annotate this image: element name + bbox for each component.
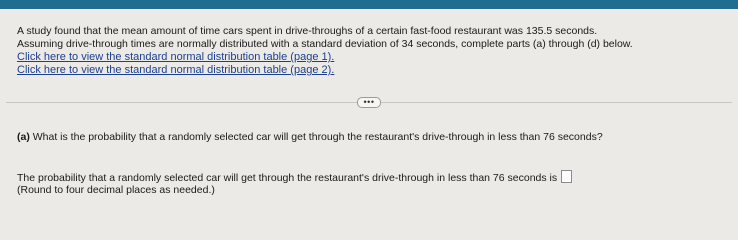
answer-input[interactable]: [561, 170, 572, 183]
answer-prefix: The probability that a randomly selected car will get through the restaurant's drive-through in less than 76 seconds is: [17, 172, 558, 184]
problem-line-2: Assuming drive-through times are normally distributed with a standard deviation of 34 seconds, complete parts (a) through (d) below.: [17, 38, 633, 50]
normal-table-page1-link[interactable]: Click here to view the standard normal distribution table (page 1).: [17, 51, 335, 63]
problem-statement: [17, 25, 729, 77]
rounding-hint: (Round to four decimal places as needed.): [17, 184, 215, 196]
part-a-question-text: What is the probability that a randomly selected car will get through the restaurant's drive-through in less than 76 seconds?: [29, 131, 603, 143]
top-bar: [0, 0, 738, 9]
expand-button[interactable]: •••: [357, 97, 381, 108]
problem-line-1: A study found that the mean amount of time cars spent in drive-throughs of a certain fast-food restaurant was 135.5 seconds.: [17, 25, 598, 37]
part-a-label: (a): [17, 131, 30, 143]
normal-table-page2-link[interactable]: Click here to view the standard normal distribution table (page 2).: [17, 64, 335, 76]
part-a-answer-line: [17, 170, 729, 185]
part-a-question: [17, 131, 729, 144]
